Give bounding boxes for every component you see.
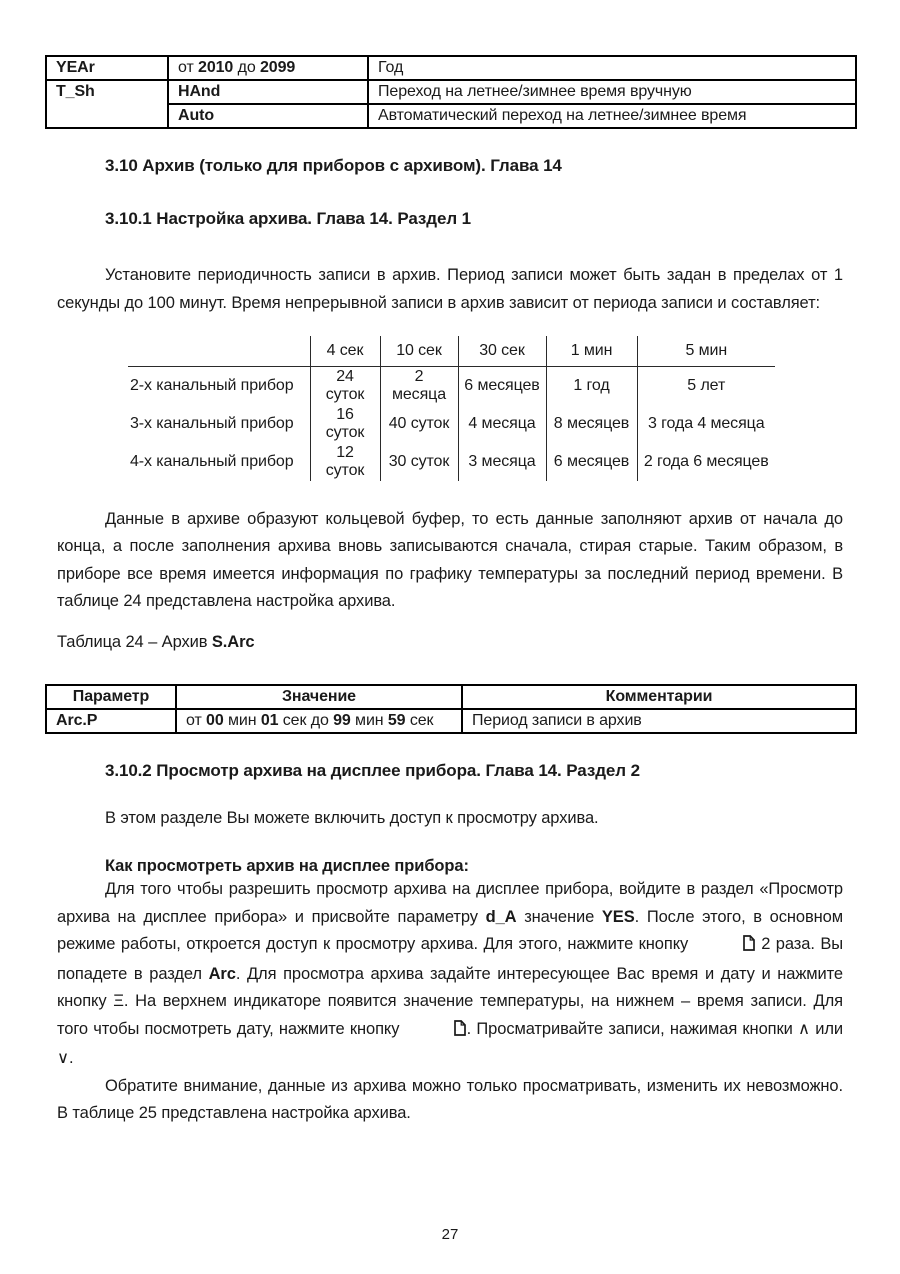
paragraph-view-archive (57, 876, 843, 1073)
text-segment: Для того чтобы разрешить просмотр архива на дисплее прибора, войдите в раздел «Просмотр архива на дисплее прибора» и присвойте параметру (57, 880, 843, 926)
record-duration-table (128, 336, 775, 481)
table-row (46, 80, 856, 104)
paragraph-note-readonly: Обратите внимание, данные из архива можно только просматривать, изменить их невозможно. В таблице 25 представлена настройка архива. (57, 1076, 843, 1122)
comment-cell: Переход на летнее/зимнее время вручную (368, 80, 856, 104)
param-d-a: d_A (485, 907, 517, 926)
comment-cell: Период записи в архив (462, 709, 856, 733)
text-segment: . Просматривайте записи, нажимая кнопки (466, 1019, 798, 1038)
header-cell: 30 сек (458, 336, 546, 366)
table-header-row (128, 336, 775, 366)
data-cell: 6 месяцев (546, 443, 637, 481)
page-number: 27 (441, 1226, 459, 1243)
parameters-table (45, 55, 857, 129)
table-row (46, 104, 856, 128)
value-cell: Auto (168, 104, 368, 128)
param-cell: Arc.P (46, 709, 176, 733)
param-cell: YEAr (46, 56, 168, 80)
header-cell: 4 сек (310, 336, 380, 366)
section-heading-3-10: 3.10 Архив (только для приборов с архивом). Глава 14 (105, 156, 562, 175)
data-cell: 12 суток (310, 443, 380, 481)
data-cell: 16 суток (310, 405, 380, 443)
param-cell: T_Sh (46, 80, 168, 128)
data-cell: 3 года 4 месяца (637, 405, 775, 443)
table-header-row (46, 685, 856, 709)
paragraph-archive-period: Установите периодичность записи в архив. Период записи может быть задан в пределах от 1 секунды до 100 минут. Время непрерывной записи в архив зависит от периода записи и составляет: (57, 266, 843, 312)
comment-cell: Год (368, 56, 856, 80)
text-segment: . (68, 1049, 74, 1067)
data-cell: 40 суток (380, 405, 458, 443)
value-cell: HAnd (168, 80, 368, 104)
table-row (46, 56, 856, 80)
data-cell: 8 месяцев (546, 405, 637, 443)
table-row (128, 405, 775, 443)
row-label: 2-х канальный прибор (130, 376, 294, 394)
value-cell: от 2010 до 2099 (168, 56, 368, 80)
row-label: 4-х канальный прибор (130, 452, 294, 470)
header-cell: Значение (176, 685, 462, 709)
data-cell: 2 месяца (380, 366, 458, 405)
section-arc: Arc (208, 964, 236, 983)
text-segment: . Для просмотра архива задайте интересующее Вас время и дату и нажмите кнопку (57, 964, 843, 1010)
text-segment: . На верхнем индикаторе появится значение температуры, на нижнем – время записи. Для того чтобы посмотреть дату, нажмите кнопку (57, 992, 843, 1038)
table-row (128, 366, 775, 405)
comment-cell: Автоматический переход на летнее/зимнее время (368, 104, 856, 128)
data-cell: 3 месяца (458, 443, 546, 481)
paragraph-section-intro: В этом разделе Вы можете включить доступ к просмотру архива. (105, 808, 599, 827)
section-heading-3-10-2: 3.10.2 Просмотр архива на дисплее прибора. Глава 14. Раздел 2 (105, 760, 640, 780)
up-button-icon: ∧ (797, 1019, 810, 1038)
header-cell: 10 сек (380, 336, 458, 366)
header-cell: Параметр (46, 685, 176, 709)
down-button-icon: ∨ (57, 1049, 69, 1067)
table-24-caption: Таблица 24 – Архив S.Arc (57, 632, 255, 651)
value-yes: YES (601, 907, 635, 926)
paragraph-ring-buffer: Данные в архиве образуют кольцевой буфер, то есть данные заполняют архив от начала до конца, а после заполнения архива вновь записываются сначала, стирая старые. Таким образом, в приборе все время имеется информация по графику температуры за последний период времени. В таблице 24 представлена настройка архива. (57, 509, 843, 610)
data-cell: 1 год (546, 366, 637, 405)
text-segment: . После этого, в основном режиме работы, откроется доступ к просмотру архива. Для этого, нажмите кнопку (57, 907, 843, 953)
text-segment: значение (516, 907, 602, 926)
data-cell: 30 суток (380, 443, 458, 481)
value-cell: от 00 мин 01 сек до 99 мин 59 сек (176, 709, 462, 733)
row-label: 3-х канальный прибор (130, 414, 294, 432)
page-button-icon (406, 1018, 466, 1046)
how-to-subheading: Как просмотреть архив на дисплее прибора: (105, 857, 469, 875)
table-row (46, 709, 856, 733)
header-cell (128, 336, 310, 366)
menu-button-icon: Ξ (113, 992, 124, 1010)
page-button-icon (695, 933, 755, 961)
text-segment: 2 раза. Вы попадете в раздел (57, 935, 843, 983)
data-cell: 5 лет (637, 366, 775, 405)
header-cell: 1 мин (546, 336, 637, 366)
data-cell: 2 года 6 месяцев (637, 443, 775, 481)
data-cell: 24 суток (310, 366, 380, 405)
table-24-archive (45, 684, 857, 734)
header-cell: 5 мин (637, 336, 775, 366)
data-cell: 4 месяца (458, 405, 546, 443)
table-row (128, 443, 775, 481)
header-cell: Комментарии (462, 685, 856, 709)
text-segment: или (809, 1019, 843, 1038)
data-cell: 6 месяцев (458, 366, 546, 405)
section-heading-3-10-1: 3.10.1 Настройка архива. Глава 14. Раздел 1 (105, 209, 472, 228)
